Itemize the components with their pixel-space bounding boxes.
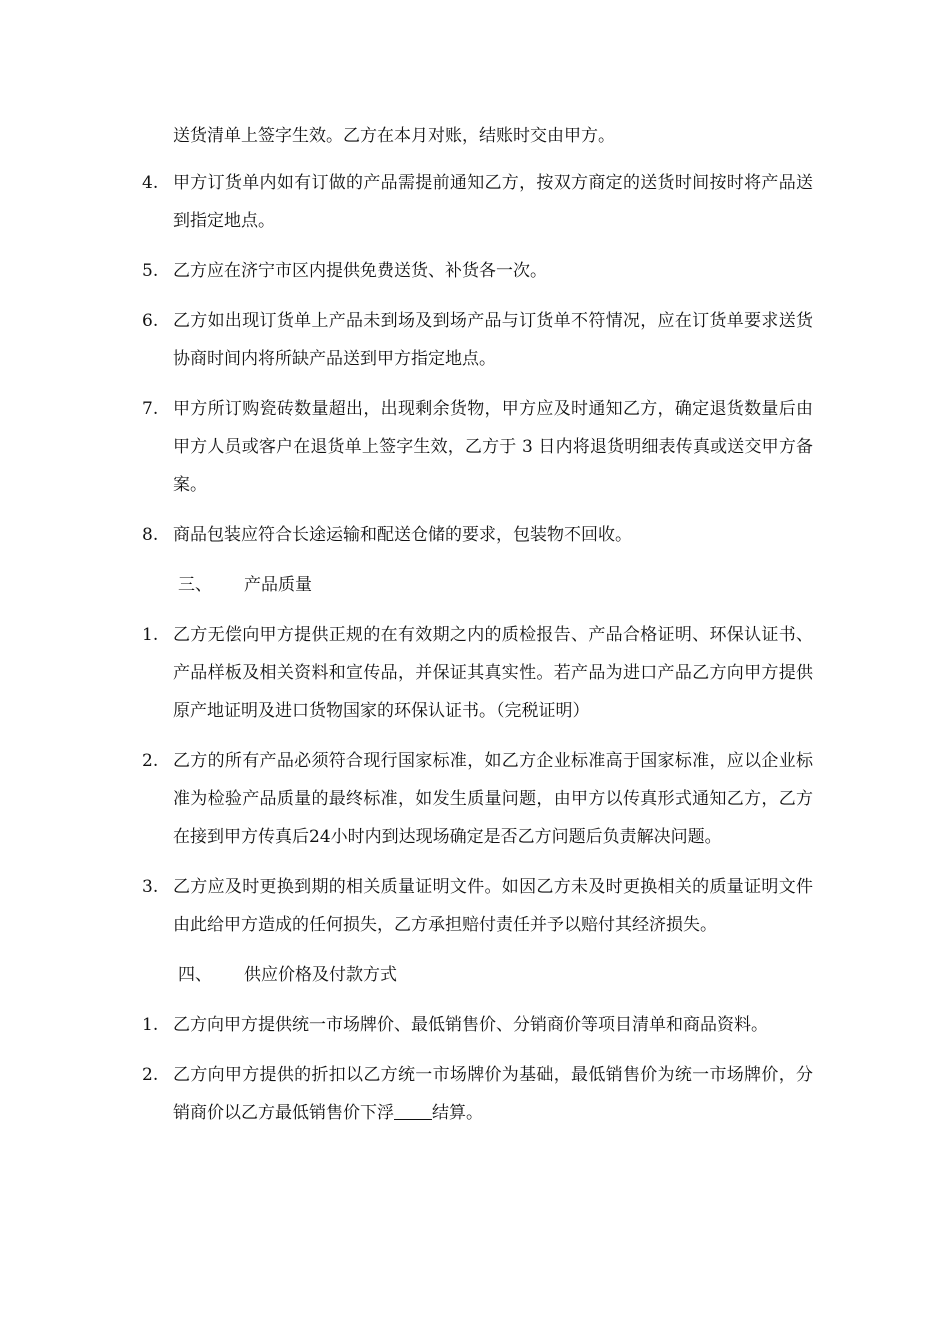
item-text: 甲方所订购瓷砖数量超出，出现剩余货物，甲方应及时通知乙方，确定退货数量后由甲方人员或客户在退货单上签字生效，乙方于 3 日内将退货明细表传真或送交甲方备案。 <box>173 399 813 495</box>
list-item <box>0 302 950 378</box>
item-number: 2. <box>142 751 159 771</box>
item-number: 6. <box>142 311 159 331</box>
section-number: 三、 <box>178 575 212 595</box>
list-item <box>0 390 950 504</box>
list-item <box>0 616 950 730</box>
continued-paragraph: 送货清单上签字生效。乙方在本月对账，结账时交由甲方。 <box>173 126 615 146</box>
list-item <box>0 252 950 290</box>
list-item <box>0 742 950 856</box>
section-title: 产品质量 <box>244 575 312 595</box>
item-text: 甲方订货单内如有订做的产品需提前通知乙方，按双方商定的送货时间按时将产品送到指定地点。 <box>173 173 813 231</box>
section-heading-pricing <box>178 956 950 994</box>
list-item <box>0 1056 950 1132</box>
section-heading-quality <box>178 566 950 604</box>
section-title: 供应价格及付款方式 <box>244 965 397 985</box>
item-text: 乙方向甲方提供统一市场牌价、最低销售价、分销商价等项目清单和商品资料。 <box>173 1015 768 1035</box>
item-text: 商品包装应符合长途运输和配送仓储的要求，包装物不回收。 <box>173 525 632 545</box>
item-text: 乙方应及时更换到期的相关质量证明文件。如因乙方未及时更换相关的质量证明文件由此给甲方造成的任何损失，乙方承担赔付责任并予以赔付其经济损失。 <box>173 877 813 935</box>
item-text-before-blank: 乙方向甲方提供的折扣以乙方统一市场牌价为基础，最低销售价为统一市场牌价，分销商价以乙方最低销售价下浮 <box>173 1065 813 1123</box>
item-text <box>173 1056 813 1132</box>
item-text: 乙方应在济宁市区内提供免费送货、补货各一次。 <box>173 261 547 281</box>
item-number: 1. <box>142 625 159 645</box>
item-text: 乙方的所有产品必须符合现行国家标准，如乙方企业标准高于国家标准，应以企业标准为检验产品质量的最终标准，如发生质量问题，由甲方以传真形式通知乙方，乙方在接到甲方传真后24小时内到达现场确定是否乙方问题后负责解决问题。 <box>173 751 813 847</box>
item-number: 4. <box>142 173 159 193</box>
list-item <box>0 516 950 554</box>
item-text-after-blank: 结算。 <box>432 1103 483 1123</box>
item-text: 乙方无偿向甲方提供正规的在有效期之内的质检报告、产品合格证明、环保认证书、产品样板及相关资料和宣传品，并保证其真实性。若产品为进口产品乙方向甲方提供原产地证明及进口货物国家的环保认证书。（完税证明） <box>173 625 813 721</box>
list-item <box>0 1006 950 1044</box>
item-number: 2. <box>142 1065 159 1085</box>
item-text: 乙方如出现订货单上产品未到场及到场产品与订货单不符情况，应在订货单要求送货协商时间内将所缺产品送到甲方指定地点。 <box>173 311 813 369</box>
item-number: 1. <box>142 1015 159 1035</box>
section-number: 四、 <box>178 965 212 985</box>
item-number: 3. <box>142 877 159 897</box>
list-item <box>0 164 950 240</box>
item-number: 8. <box>142 525 159 545</box>
item-number: 7. <box>142 399 159 419</box>
fill-in-blank <box>394 1099 432 1120</box>
document-body <box>0 120 950 1144</box>
list-item <box>0 868 950 944</box>
item-number: 5. <box>142 261 159 281</box>
